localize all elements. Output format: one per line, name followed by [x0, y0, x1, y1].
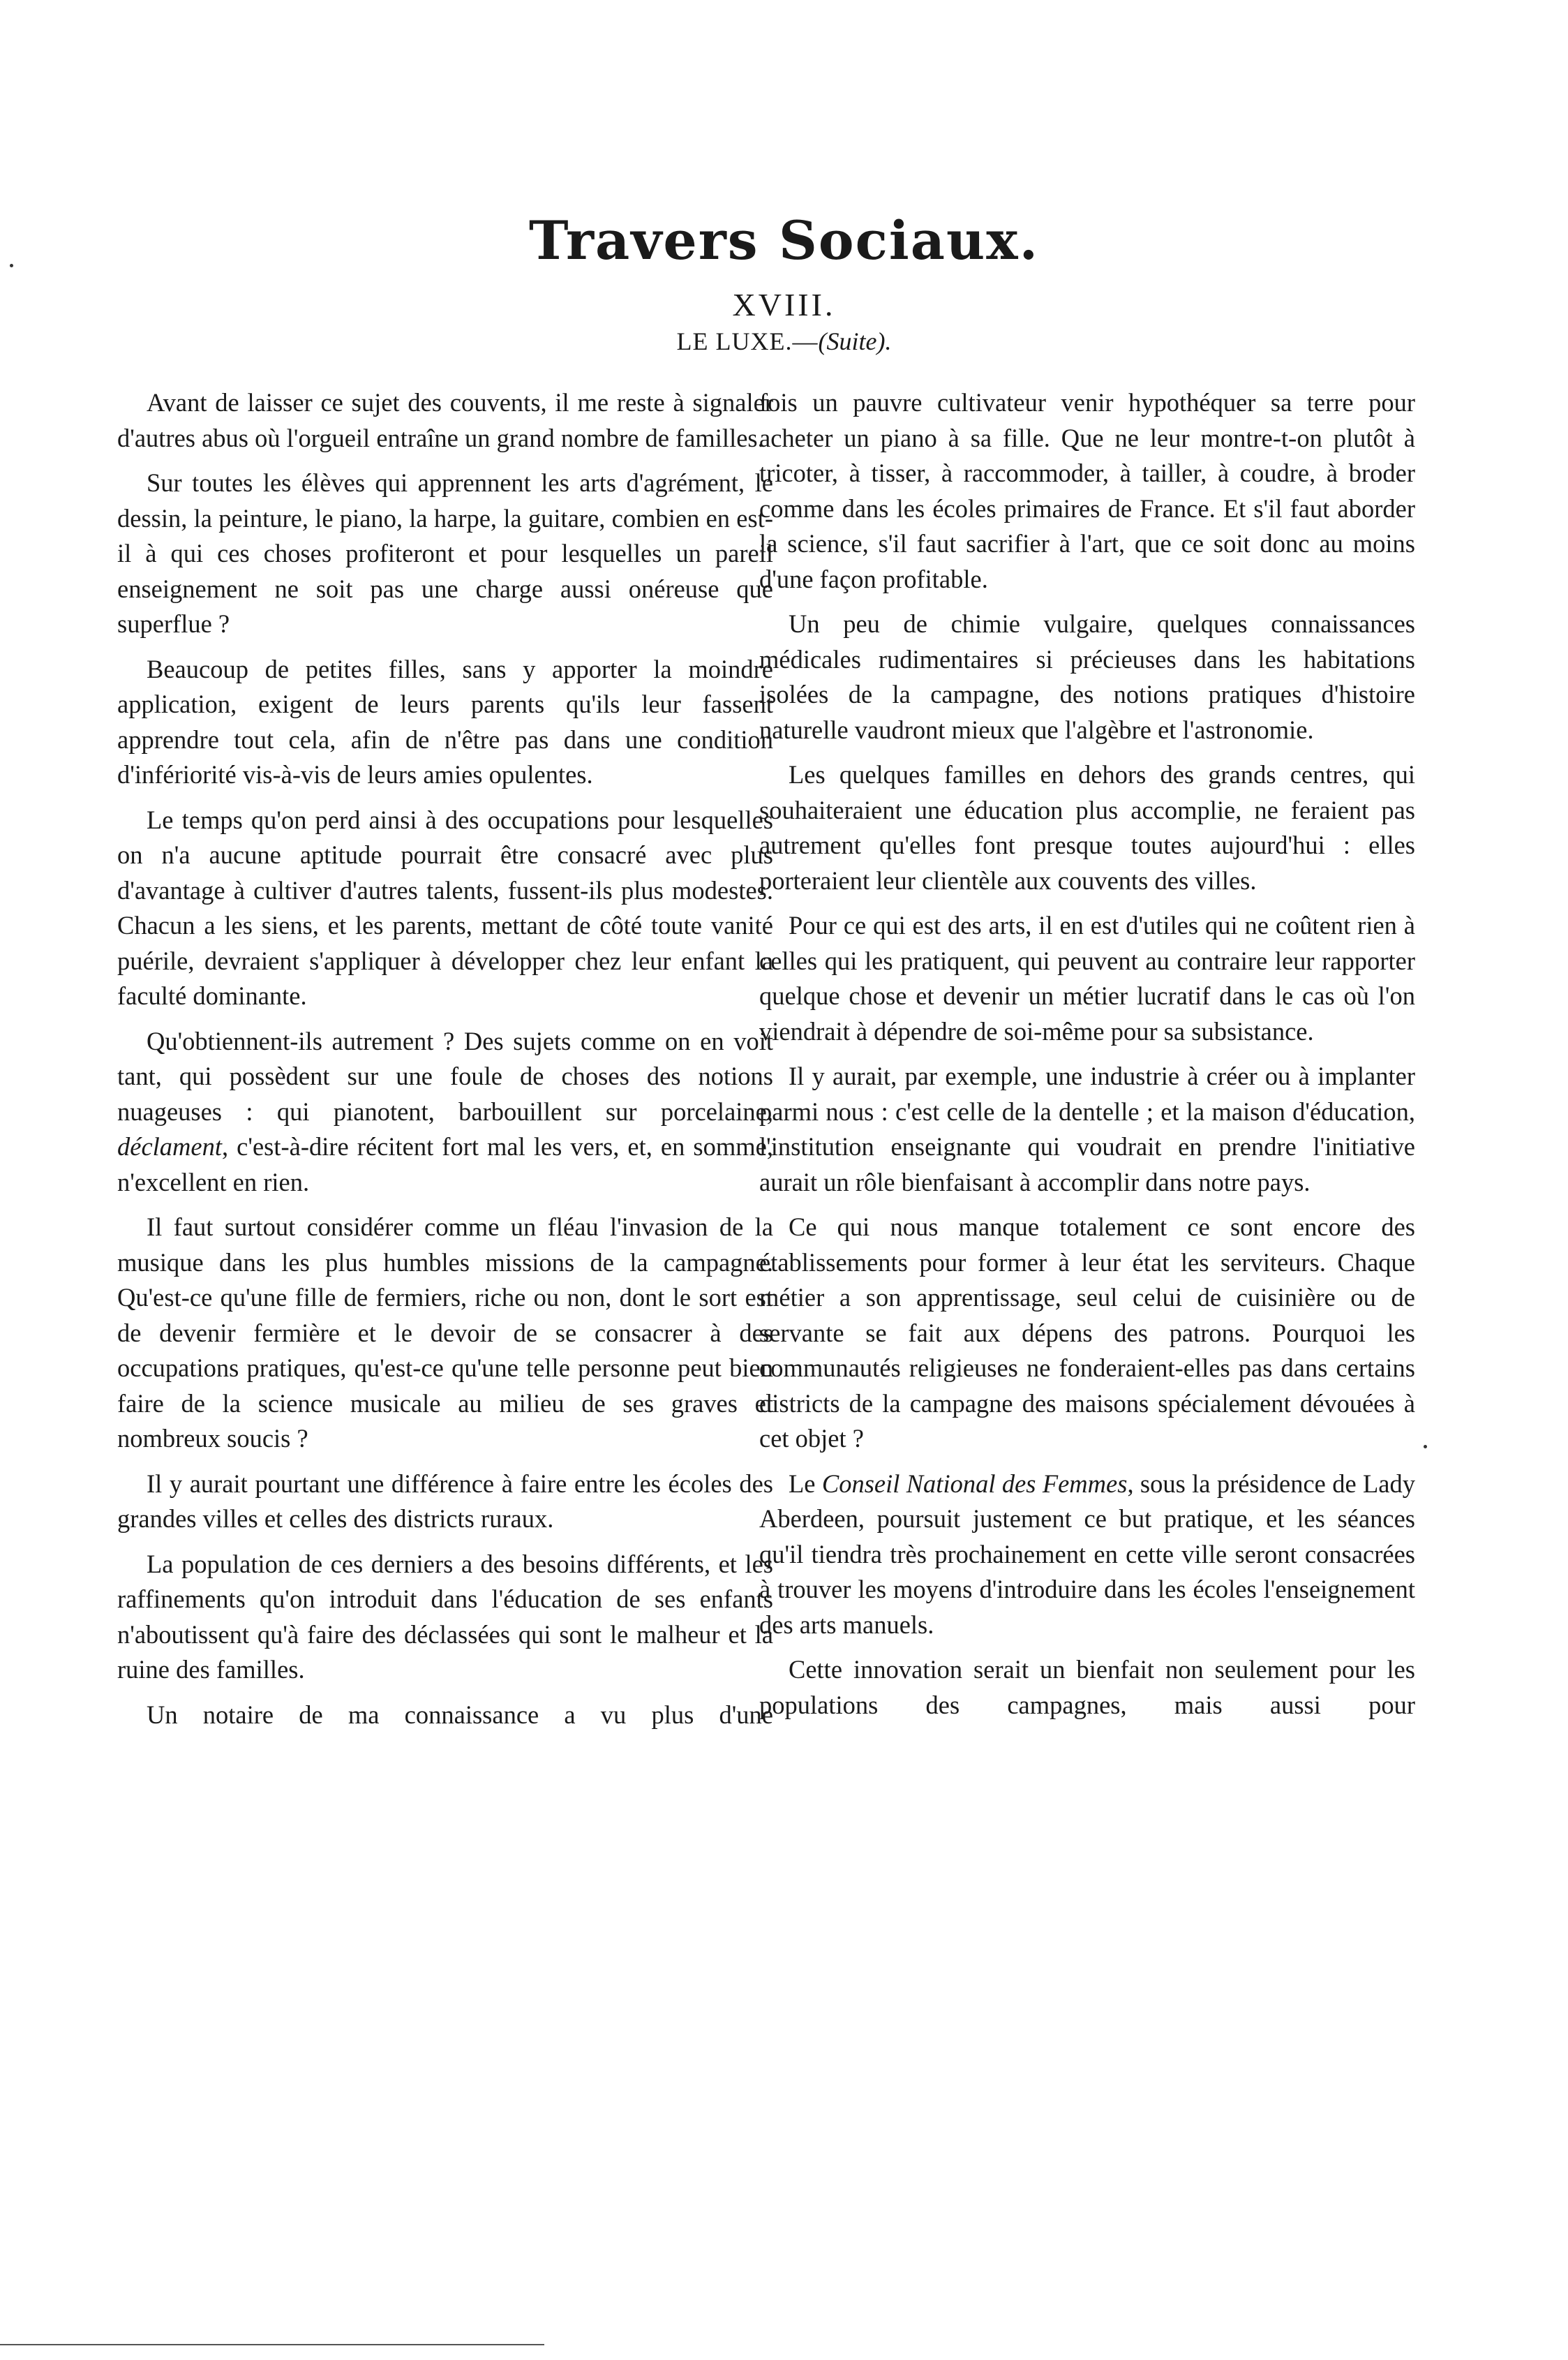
paragraph-text: Le [789, 1469, 822, 1498]
paragraph: Il faut surtout considérer comme un fléau l'invasion de la musique dans les plus humbles missions de la campagne. Qu'est-ce qu'une fille de fermiers, riche ou non, dont le sort est de devenir fermière et le devoir de se consacrer à des occupations pratiques, qu'est-ce qu'une telle personne peut bien faire de la science musicale au milieu de ses graves et nombreux soucis ? [117, 1212, 773, 1453]
paragraph: Un peu de chimie vulgaire, quelques connaissances médicales rudimentaires si précieuses dans les habitations isolées de la campagne, des notions pratiques d'histoire naturelle vaudront mieux que l'algèbre et l'astronomie. [759, 609, 1415, 744]
paragraph: Un notaire de ma connaissance a vu plus d'une [147, 1700, 773, 1729]
paragraph: Cette innovation serait un bienfait non seulement pour les populations des campagnes, mais aussi pour [759, 1655, 1415, 1719]
paragraph: Avant de laisser ce sujet des couvents, il me reste à signaler d'autres abus où l'orgueil entraîne un grand nombre de familles. [117, 388, 773, 452]
scan-speck [1424, 1445, 1427, 1448]
paragraph: Il y aurait pourtant une différence à faire entre les écoles des grandes villes et celles des districts ruraux. [117, 1469, 773, 1533]
scan-speck [10, 264, 13, 267]
paragraph [759, 1467, 1415, 1643]
left-column [117, 385, 773, 1732]
italic-title: Conseil National des Femmes [821, 1469, 1128, 1498]
paragraph: Le temps qu'on perd ainsi à des occupations pour lesquelles on n'a aucune aptitude pourrait être consacré avec plus d'avantage à cultiver d'autres talents, fussent-ils plus modestes. Chacun a les siens, et les parents, mettant de côté toute vanité puérile, devraient s'appliquer à développer chez leur enfant la faculté dominante. [117, 805, 773, 1010]
page-edge-line [0, 2344, 544, 2345]
page-title: Travers Sociaux. [528, 209, 1040, 272]
italic-word: déclament [117, 1132, 222, 1161]
paragraph: fois un pauvre cultivateur venir hypothéquer sa terre pour acheter un piano à sa fille. Que ne leur montre-t-on plutôt à tricoter, à tisser, à raccommoder, à tailler, à coudre, à broder comme dans les écoles primaires de France. Et s'il faut aborder la science, s'il faut sacrifier à l'art, que ce soit donc au moins d'une façon profitable. [759, 388, 1415, 593]
section-subtitle [0, 327, 1568, 356]
paragraph-text: , c'est-à-dire récitent fort mal les vers, et, en somme, n'excellent en rien. [117, 1132, 773, 1196]
paragraph: Il y aurait, par exemple, une industrie à créer ou à implanter parmi nous : c'est celle de la dentelle ; et la maison d'éducation, l'institution enseignante qui voudrait en prendre l'initiative aurait un rôle bienfaisant à accomplir dans notre pays. [759, 1062, 1415, 1196]
paragraph: Sur toutes les élèves qui apprennent les arts d'agrément, le dessin, la peinture, le piano, la harpe, la guitare, combien en est-il à qui ces choses profiteront et pour lesquelles un pareil enseignement ne soit pas une charge aussi onéreuse que superflue ? [117, 468, 773, 638]
section-numeral: XVIII. [732, 287, 836, 322]
subtitle-label: LE LUXE.— [676, 327, 819, 355]
paragraph-text: Qu'obtiennent-ils autrement ? Des sujets comme on en voit tant, qui possèdent sur une foule de choses des notions nuageuses : qui pianotent, barbouillent sur porcelaine, [117, 1026, 773, 1126]
subtitle-suffix: (Suite). [818, 327, 892, 355]
paragraph: La population de ces derniers a des besoins différents, et les raffinements qu'on introduit dans l'éducation de ses enfants n'aboutissent qu'à faire des déclassées qui sont le malheur et la ruine des familles. [117, 1549, 773, 1684]
paragraph: Pour ce qui est des arts, il en est d'utiles qui ne coûtent rien à celles qui les pratiquent, qui peuvent au contraire leur rapporter quelque chose et devenir un métier lucratif dans le cas où l'on viendrait à dépendre de soi-même pour sa subsistance. [759, 911, 1415, 1046]
paragraph: Ce qui nous manque totalement ce sont encore des établissements pour former à leur état les serviteurs. Chaque métier a son apprentissage, seul celui de cuisinière ou de servante se fait aux dépens des patrons. Pourquoi les communautés religieuses ne fonderaient-elles pas dans certains districts de la campagne des maisons spécialement dévouées à cet objet ? [759, 1212, 1415, 1453]
paragraph-text: , sous la présidence de Lady Aberdeen, poursuit justement ce but pratique, et les séances qu'il tiendra très prochainement en cette ville seront consacrées à trouver les moyens d'introduire dans les écoles l'enseignement des arts manuels. [759, 1469, 1416, 1639]
paragraph: Beaucoup de petites filles, sans y apporter la moindre application, exigent de leurs parents qu'ils leur fassent apprendre tout cela, afin de n'être pas dans une condition d'infériorité vis-à-vis de leurs amies opulentes. [117, 654, 773, 789]
paragraph [117, 1024, 773, 1201]
right-column [759, 385, 1415, 1723]
paragraph: Les quelques familles en dehors des grands centres, qui souhaiteraient une éducation plus accomplie, ne feraient pas autrement qu'elles font presque toutes aujourd'hui : elles porteraient leur clientèle aux couvents des villes. [759, 760, 1415, 895]
